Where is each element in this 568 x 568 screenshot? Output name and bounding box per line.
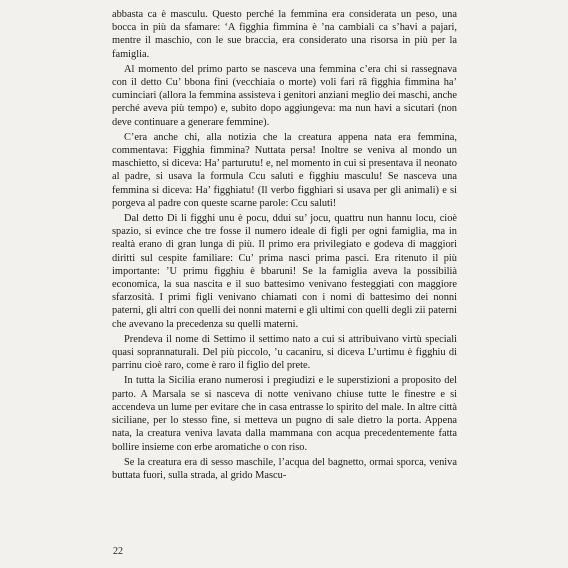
paragraph-2: Al momento del primo parto se nasceva una femmina c’era chi si rassegnava con il detto Cu’ bbona fini (vecchiaia o morte) voli fari râ figghia fimmina ha’ cuminciari (allora la femmina assisteva i genitori anziani meglio dei maschi, anche perché aveva più tempo) e, subito dopo aggiungeva: ma nun havi a sicutari (non deve continuare a generare femmine). — [112, 63, 457, 128]
paragraph-1: abbasta ca è masculu. Questo perché la femmina era considerata un peso, una bocca in più da sfamare: ‘A figghia fimmina è ’na cambiali ca s’havi a pajari, mentre il maschio, con le sue braccia, era considerato una risorsa in più per la famiglia. — [112, 9, 457, 60]
paragraph-7: Se la creatura era di sesso maschile, l’acqua del bagnetto, ormai sporca, veniva buttata fuori, sulla strada, al grido Mascu- — [112, 456, 457, 481]
body-text — [112, 8, 457, 484]
paragraph-3: C’era anche chi, alla notizia che la creatura appena nata era femmina, commentava: Figghia fimmina? Nuttata persa! Inoltre se veniva al mondo un maschietto, si diceva: Ha’ parturutu! e, nel momento in cui si presentava il neonato al padre, si usava la formula Ccu saluti e figghiu masculu! Se nasceva una femmina si diceva: Ha’ figghiatu! (Il verbo figghiari si usava per gli animali) e si porgeva al padre con queste scarne parole: Ccu saluti! — [112, 131, 457, 209]
paragraph-6: In tutta la Sicilia erano numerosi i pregiudizi e le superstizioni a proposito del parto. A Marsala se si nasceva di notte venivano chiuse tutte le finestre e si accendeva un lume per evitare che in casa entrasse lo spirito del male. In altre città siciliane, per lo stesso fine, si metteva un pugno di sale dietro la porta. Appena nata, la creatura veniva lavata dalla mammana con acqua precedentemente fatta bollire insieme con erbe aromatiche o con riso. — [112, 375, 457, 453]
paragraph-5: Prendeva il nome di Settimo il settimo nato a cui si attribuivano virtù speciali quasi soprannaturali. Del più piccolo, ’u cacaniru, si diceva L’urtimu è figghiu di parrinu cioè raro, come è raro il figlio del prete. — [112, 333, 457, 372]
paragraph-4: Dal detto Di li figghi unu è pocu, ddui su’ jocu, quattru nun hannu locu, cioè spazio, si evince che tre fosse il numero ideale di figli per ogni famiglia, ma in realtà erano di gran lunga di più. Il primo era privilegiato e godeva di maggiori diritti sul cespite familiare: Cu’ prima nasci prima pasci. Era ritenuto il più importante: ’U primu figghiu è bbaruni! Se la famiglia aveva la possibilià economica, la sua nascita e il suo battesimo venivano festeggiati con maggiore sfarzosità. I primi figli venivano chiamati con i nomi di battesimo dei nonni paterni, gli altri con quelli dei nonni materni e gli ultimi con quelli degli zii paterni che avevano la precedenza su quelli materni. — [112, 213, 457, 330]
page-number: 22 — [113, 546, 123, 557]
